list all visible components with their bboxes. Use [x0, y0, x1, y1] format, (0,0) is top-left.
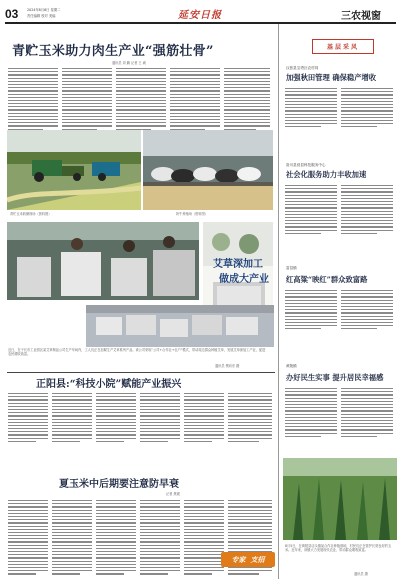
sidebar-article1-col1	[285, 88, 337, 127]
lead-photo-caption-2: 奶牛养殖场（资料图）	[176, 212, 208, 216]
feature-photo-sacks	[86, 305, 274, 347]
masthead-logo: 延安日报	[178, 10, 222, 21]
summer-article-title: 夏玉米中后期要注意防早衰	[59, 479, 179, 490]
sidebar-article2-col1	[285, 185, 337, 234]
sidebar-article4-col2	[341, 388, 393, 437]
sidebar-article4-title: 办好民生实事 提升居民幸福感	[286, 373, 384, 382]
sidebar-photo-corn	[283, 458, 397, 540]
sidebar-article2-col2	[341, 185, 393, 234]
section-divider	[7, 372, 275, 373]
sidebar-article4-kicker: 黄陵镇	[286, 364, 297, 368]
school-article-title: 正阳县:“科技小院”赋能产业振兴	[36, 379, 182, 390]
sidebar-photo-credit: 通讯员 摄	[354, 572, 368, 576]
feature-headline-2: 做成大产业	[219, 274, 269, 285]
lead-photo-harvest	[7, 130, 141, 210]
school-body-col3	[96, 393, 136, 442]
footer-tag	[221, 552, 275, 567]
sidebar-article2-kicker: 洛川县营县科技服务中心	[286, 163, 326, 167]
lead-photo-cattle	[143, 130, 273, 210]
lead-title: 青贮玉米助力肉生产业“强筋壮骨”	[12, 44, 214, 59]
sidebar-article1-col2	[341, 88, 393, 127]
feature-headline-1: 艾草深加工	[213, 259, 263, 270]
summer-body-col1	[8, 500, 48, 575]
footer-tag-text-1: 专家	[231, 554, 246, 564]
sidebar-article3-col2	[341, 290, 393, 329]
sidebar-photo-caption: 8月5日，在黄陵县店头镇某合作社种植基地，村民们正在管护长势良好的玉米。近年来，该镇大力发展现代农业，带动群众增收致富。	[285, 544, 392, 552]
school-body-col6	[228, 393, 272, 442]
sidebar-kicker-box	[312, 39, 374, 54]
feature-photo-workers	[7, 222, 199, 300]
lead-body-col4	[170, 68, 220, 130]
editor-line: 责任编辑 校对 美编	[27, 14, 56, 18]
sidebar-divider	[278, 24, 279, 579]
page-number: 03	[5, 7, 19, 21]
sidebar-article3-title: 红高粱“映红”群众致富路	[286, 275, 368, 284]
summer-body-col4	[140, 500, 180, 575]
sidebar-kicker: 基层采风	[326, 44, 359, 51]
sidebar-article1-title: 加强秋田管理 确保稳产增收	[286, 73, 377, 82]
summer-body-col5	[184, 500, 224, 575]
school-body-col5	[184, 393, 224, 442]
header-rule	[5, 22, 396, 24]
summer-article-byline: 记者 焦媛	[166, 492, 180, 496]
summer-body-col2	[52, 500, 92, 575]
section-title: 三农视窗	[341, 11, 381, 22]
lead-body-col3	[116, 68, 166, 130]
sidebar-article2-title: 社会化服务助力丰收加速	[286, 170, 367, 179]
summer-body-col3	[96, 500, 136, 575]
lead-body-col2	[62, 68, 112, 130]
sidebar-article3-col1	[285, 290, 337, 329]
sidebar-article4-col1	[285, 388, 337, 437]
feature-photo-caption: 近日，在子长市工业园区某艾草制品公司生产车间内，工人们正在加紧生产艾草系列产品。该公司采取“公司+合作社+农户”模式，带动周边群众种植艾草，发展艾草深加工产业，促进农民增收致富。	[8, 348, 266, 356]
lead-photo-caption: 青贮玉米收储现场（资料图）	[10, 212, 52, 216]
lead-body-col5	[224, 68, 270, 130]
sidebar-article3-kicker: 富县镇	[286, 266, 297, 270]
school-body-col1	[8, 393, 48, 442]
sidebar-article1-kicker: 汉张县宝塔区农村同	[286, 66, 319, 70]
school-body-col2	[52, 393, 92, 442]
school-body-col4	[140, 393, 180, 442]
feature-photo-credit: 通讯员 樊向东 摄	[215, 364, 240, 368]
date-line: 2024年8月6日 星期二	[27, 8, 61, 12]
lead-byline: 通讯员 刘 鹏 记者 王 诚	[112, 61, 146, 65]
footer-tag-text-2: 支招	[250, 554, 265, 564]
lead-body-col1	[8, 68, 58, 130]
